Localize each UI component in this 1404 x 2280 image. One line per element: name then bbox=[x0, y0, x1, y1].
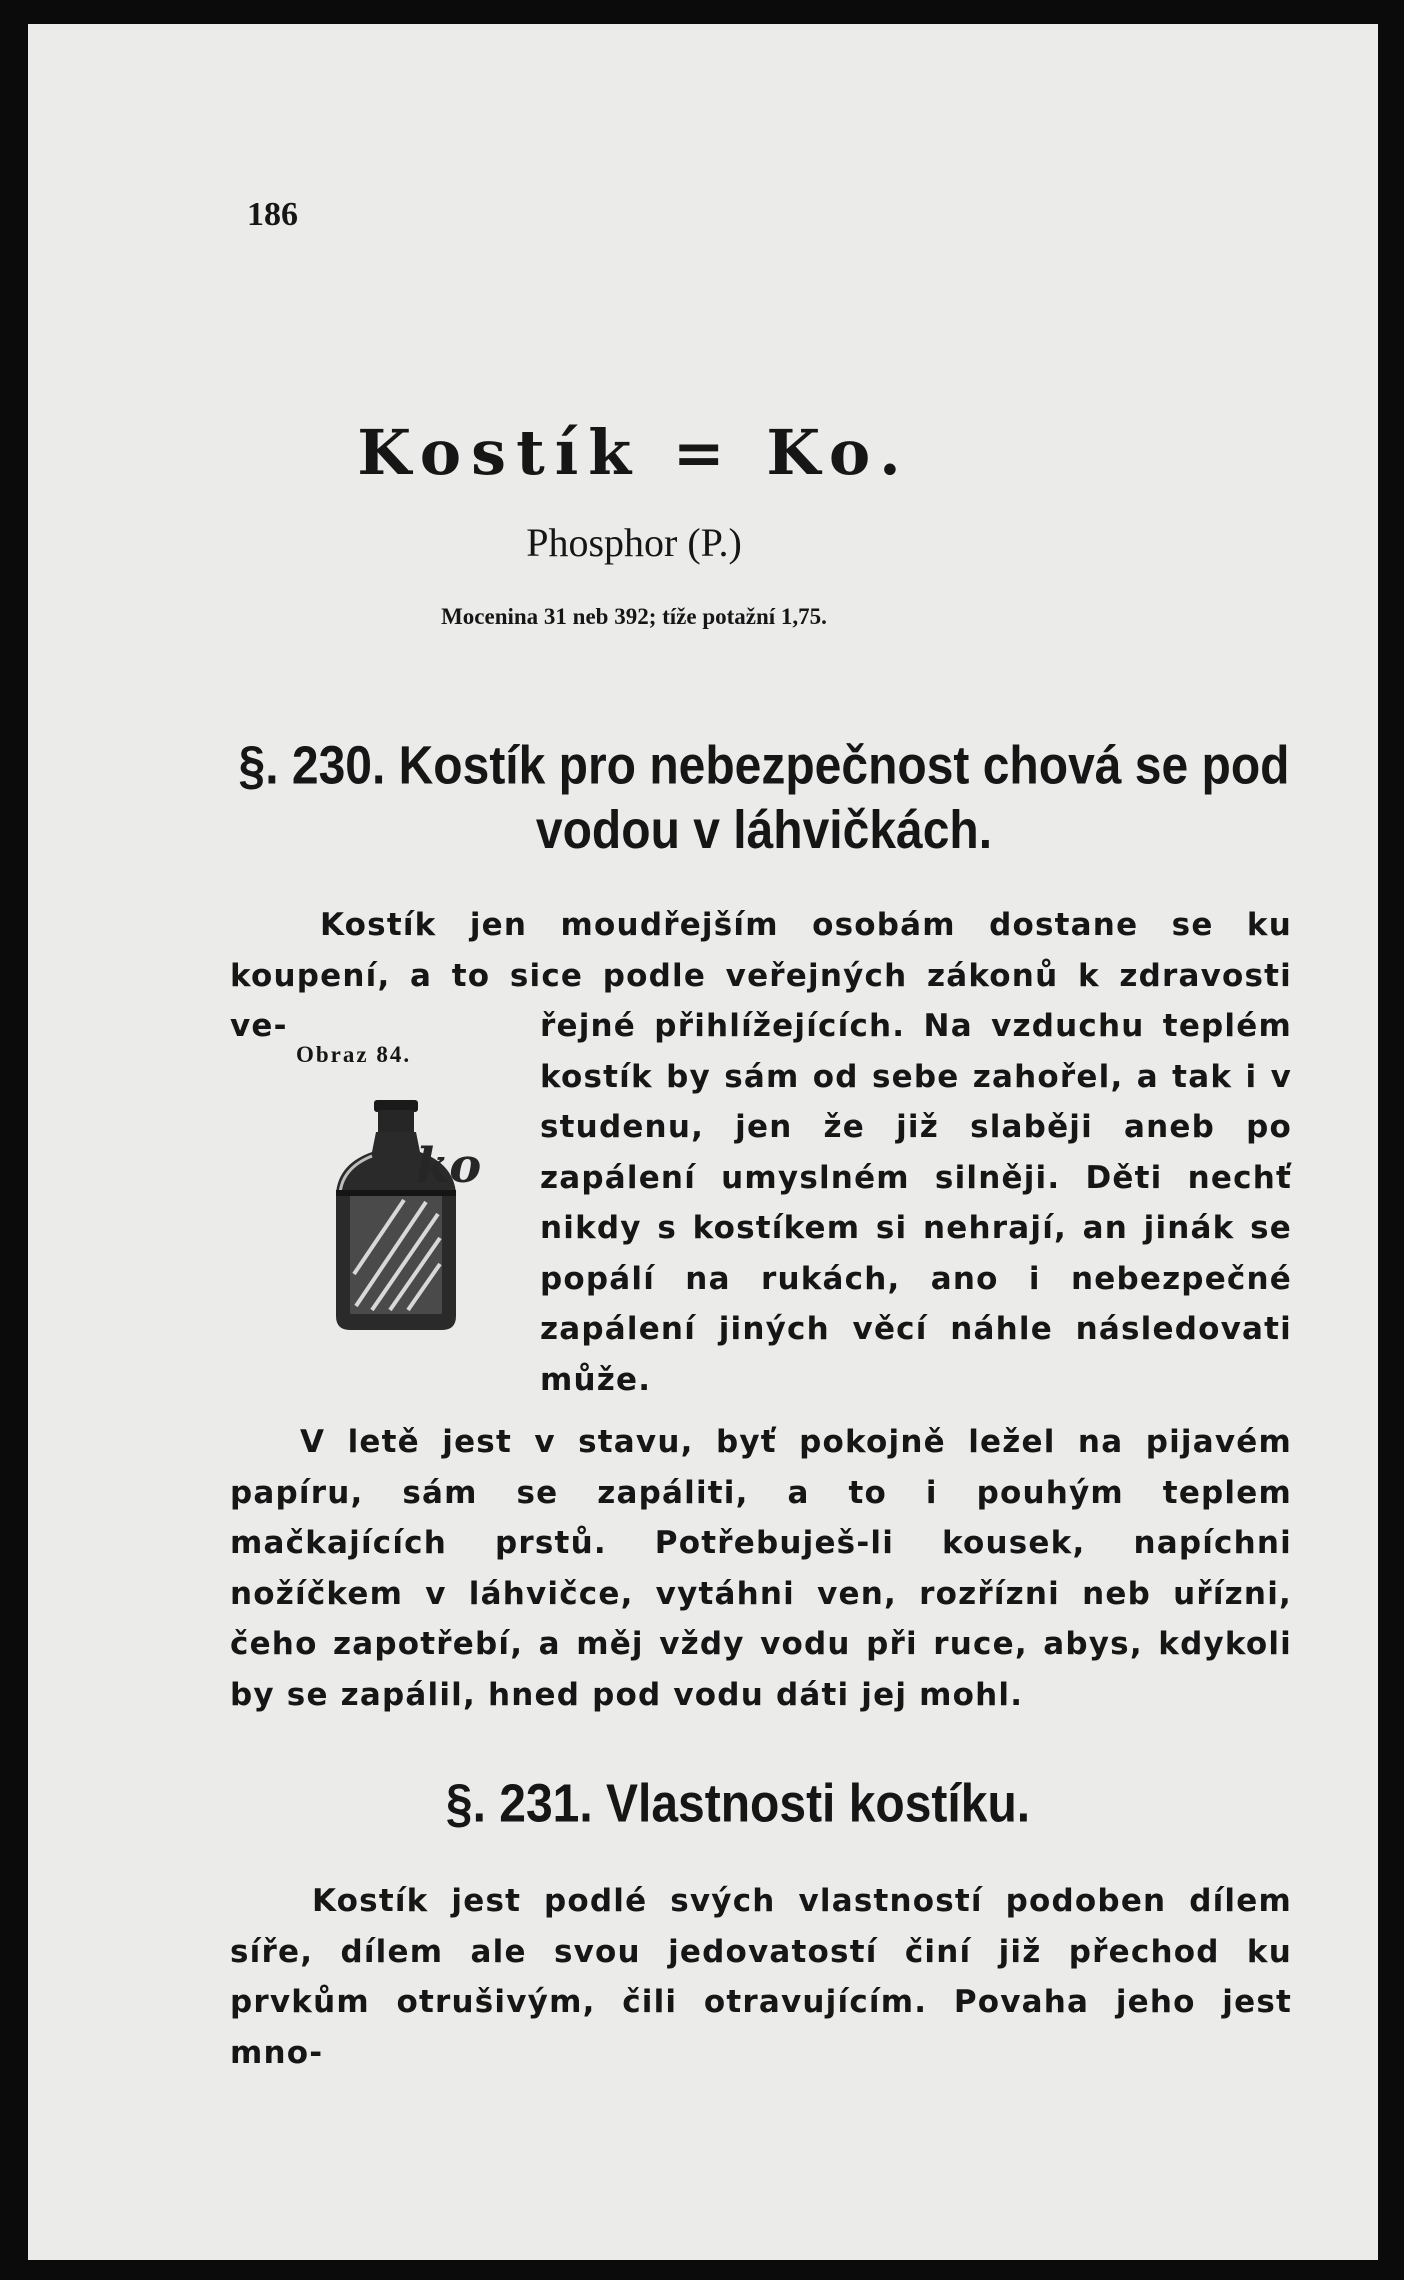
section-230-heading: §. 230. Kostík pro nebezpečnost chová se pod vodou v láhvičkách. bbox=[238, 736, 1290, 861]
section-230-paragraph-2: V letě jest v stavu, byť pokojně ležel na pijavém papíru, sám se zapáliti, a to i pouhým teplem mačkajících prstů. Potřebuješ-li kousek, napíchni nožíčkem v láhvičce, vytáhni ven, rozřízni neb uřízni, čeho zapotřebí, a měj vždy vodu při ruce, abys, kdykoli by se zapálil, hned pod vodu dáti jej mohl. bbox=[230, 1424, 1292, 1713]
figure-caption: Obraz 84. bbox=[296, 1042, 412, 1067]
book-page bbox=[28, 24, 1378, 2260]
section-231-heading: §. 231. Vlastnosti kostíku. bbox=[445, 1774, 1031, 1834]
section-231-paragraph-1: Kostík jest podlé svých vlastností podoben dílem síře, dílem ale svou jedovatostí činí již přechod ku prvkům otrušivým, čili otravujícím. Povaha jeho jest mno- bbox=[230, 1883, 1292, 2071]
section-230-paragraph-1-beside-figure: řejné přihlížejících. Na vzduchu teplém kostík by sám od sebe zahořel, a tak i v studenu, jen že již slaběji aneb po zapálení umyslném silněji. Děti nechť nikdy s kostíkem si nehrají, an jinák se popálí na rukách, ano i nebezpečné zapálení jiných věcí náhle následovati může. bbox=[540, 1008, 1292, 1398]
phosphorus-bottle-icon bbox=[316, 1094, 516, 1344]
chapter-subtitle: Phosphor (P.) bbox=[526, 520, 742, 565]
page-number: 186 bbox=[247, 196, 298, 233]
bottle-label: ko bbox=[416, 1138, 482, 1194]
chapter-meta: Mocenina 31 neb 392; tíže potažní 1,75. bbox=[441, 604, 827, 629]
chapter-title: Kostík = Ko. bbox=[357, 416, 911, 489]
section-230-paragraph-1-intro: Kostík jen moudřejším osobám dostane se ku koupení, a to sice podle veřejných zákonů k zdravosti ve- bbox=[230, 907, 1292, 1044]
figure-84 bbox=[316, 1094, 516, 1344]
